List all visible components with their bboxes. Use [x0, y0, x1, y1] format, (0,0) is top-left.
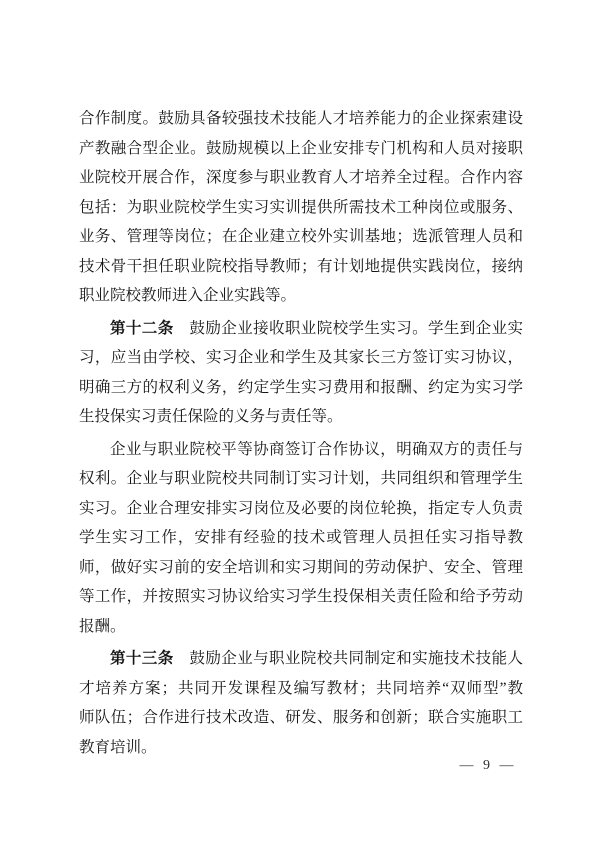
text-segment: 业院校开展合作，深度参与职业教育人才培养全过程。合作内容: [79, 169, 523, 186]
text-segment: 职业院校教师进入企业实践等。: [79, 287, 297, 304]
text-line: [79, 703, 523, 733]
text-line: [79, 674, 523, 704]
article-number: 第十三条: [110, 650, 174, 667]
article-number: 第十二条: [110, 319, 174, 337]
text-line: [79, 644, 523, 674]
text-segment: 学生实习工作，安排有经验的技术或管理人员担任实习指导教: [79, 529, 523, 546]
text-line: [79, 104, 523, 134]
text-segment: 报酬。: [79, 617, 126, 635]
text-line: [79, 612, 523, 642]
text-line: [79, 134, 523, 164]
text-segment: 师队伍；合作进行技术改造、研发、服务和创新；联合实施职工: [79, 709, 523, 726]
text-segment: 才培养方案；共同开发课程及编写教材；共同培养“双师型”教: [79, 679, 523, 697]
text-segment: 技术骨干担任职业院校指导教师；有计划地提供实践岗位，接纳: [79, 257, 523, 275]
text-line: [79, 373, 523, 403]
text-segment: 明确三方的权利义务，约定学生实习费用和报酬、约定为实习学: [79, 378, 523, 396]
text-line: [79, 163, 523, 193]
text-segment: 等工作，并按照实习协议给实习学生投保相关责任险和给予劳动: [79, 588, 523, 605]
text-segment: 鼓励企业与职业院校共同制定和实施技术技能人: [173, 650, 523, 667]
text-segment: 业务、管理等岗位；在企业建立校外实训基地；选派管理人员和: [79, 228, 523, 245]
text-segment: 企业与职业院校平等协商签订合作协议，明确双方的责任与: [110, 440, 523, 458]
paragraph: [79, 644, 523, 762]
text-line: [79, 494, 523, 524]
text-segment: 实习。企业合理安排实习岗位及必要的岗位轮换，指定专人负责: [79, 499, 523, 517]
text-line: [79, 435, 523, 465]
text-segment: 包括：为职业院校学生实习实训提供所需技术工种岗位或服务、: [79, 198, 523, 216]
text-line: [79, 582, 523, 612]
text-segment: 合作制度。鼓励具备较强技术技能人才培养能力的企业探索建设: [79, 110, 523, 127]
text-line: [79, 314, 523, 344]
text-segment: 生投保实习责任保险的义务与责任等。: [79, 408, 343, 425]
paragraph: [79, 314, 523, 432]
text-segment: 教育培训。: [79, 738, 157, 756]
text-line: [79, 222, 523, 252]
paragraph: [79, 104, 523, 311]
text-line: [79, 281, 523, 311]
text-segment: 习，应当由学校、实习企业和学生及其家长三方签订实习协议，: [79, 349, 523, 366]
text-segment: 产教融合型企业。鼓励规模以上企业安排专门机构和人员对接职: [79, 139, 523, 157]
paragraph: [79, 435, 523, 642]
text-line: [79, 193, 523, 223]
text-block: [79, 104, 523, 762]
text-line: [79, 252, 523, 282]
text-line: [79, 343, 523, 373]
text-line: [79, 464, 523, 494]
text-line: [79, 402, 523, 432]
text-segment: 师，做好实习前的安全培训和实习期间的劳动保护、安全、管理: [79, 558, 523, 576]
text-segment: 鼓励企业接收职业院校学生实习。学生到企业实: [173, 319, 523, 337]
text-segment: 权利。企业与职业院校共同制订实习计划，共同组织和管理学生: [79, 470, 523, 487]
page-number: — 9 —: [459, 758, 517, 773]
text-line: [79, 553, 523, 583]
text-line: [79, 523, 523, 553]
